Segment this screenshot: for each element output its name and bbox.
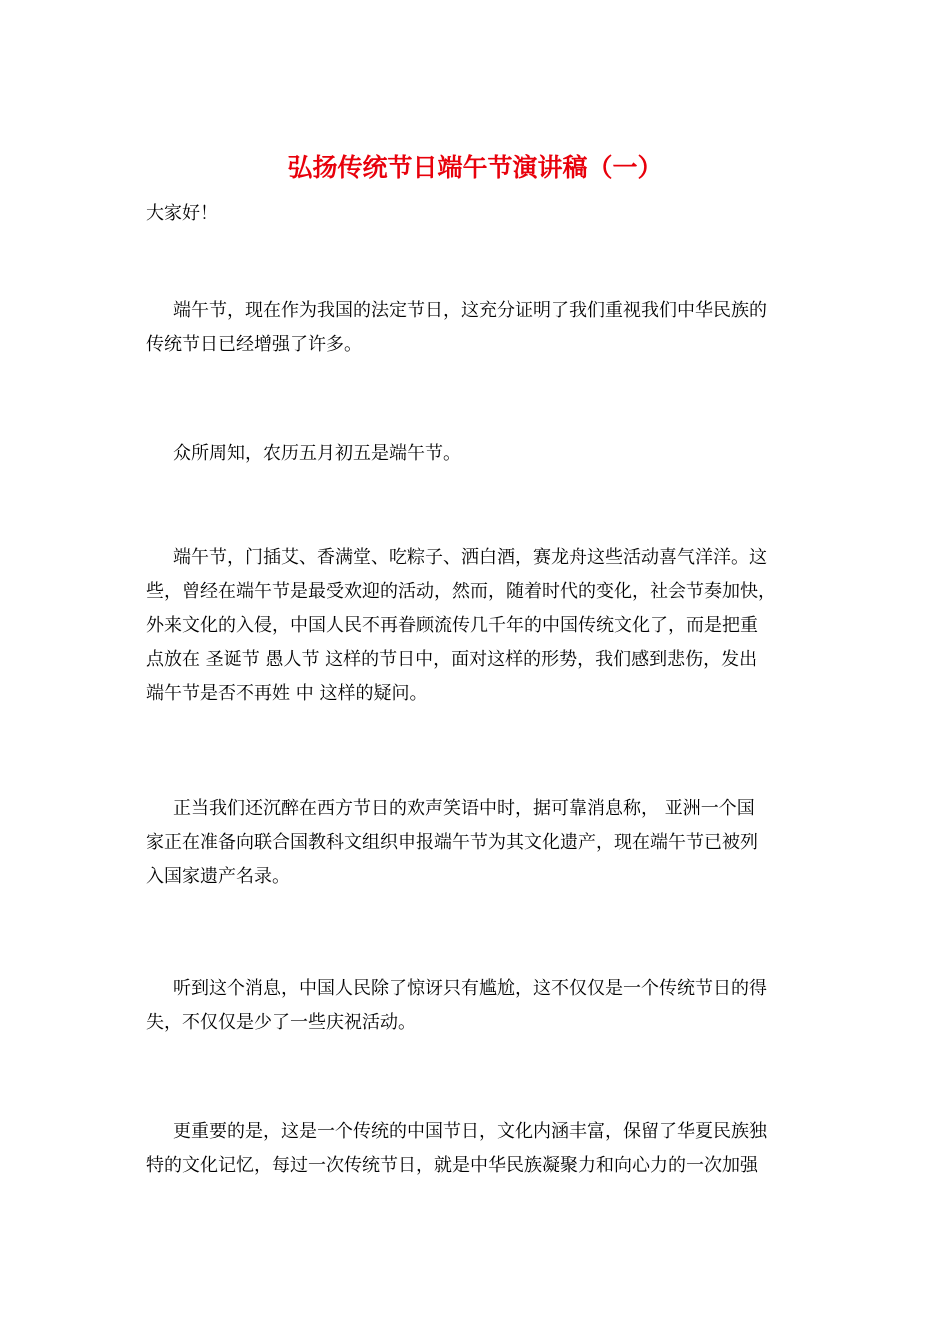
paragraph-line: 端午节，现在作为我国的法定节日，这充分证明了我们重视我们中华民族的 [173, 300, 767, 321]
paragraph-line: 端午节是否不再姓 中 这样的疑问。 [146, 683, 428, 704]
paragraph-5 [146, 972, 806, 1040]
paragraph-line: 众所周知，农历五月初五是端午节。 [173, 443, 461, 464]
paragraph-1 [146, 294, 806, 362]
paragraph-line: 特的文化记忆，每过一次传统节日，就是中华民族凝聚力和向心力的一次加强 [146, 1155, 758, 1176]
paragraph-line: 更重要的是，这是一个传统的中国节日，文化内涵丰富，保留了华夏民族独 [173, 1121, 767, 1142]
greeting-text: 大家好！ [146, 203, 218, 224]
paragraph-line: 些，曾经在端午节是最受欢迎的活动，然而，随着时代的变化，社会节奏加快， [146, 581, 776, 602]
paragraph-line: 正当我们还沉醉在西方节日的欢声笑语中时，据可靠消息称， 亚洲一个国 [173, 798, 755, 819]
paragraph-line: 听到这个消息，中国人民除了惊讶只有尴尬，这不仅仅是一个传统节日的得 [173, 978, 767, 999]
paragraph-line: 传统节日已经增强了许多。 [146, 334, 362, 355]
paragraph-6 [146, 1115, 806, 1183]
paragraph-line: 点放在 圣诞节 愚人节 这样的节日中，面对这样的形势，我们感到悲伤，发出 [146, 649, 758, 670]
document-title: 弘扬传统节日端午节演讲稿（一） [287, 153, 663, 182]
paragraph-2 [146, 437, 806, 471]
paragraph-line: 失，不仅仅是少了一些庆祝活动。 [146, 1012, 416, 1033]
paragraph-4 [146, 792, 806, 894]
paragraph-line: 入国家遗产名录。 [146, 866, 290, 887]
paragraph-line: 端午节，门插艾、香满堂、吃粽子、洒白酒，赛龙舟这些活动喜气洋洋。这 [173, 547, 767, 568]
paragraph-line: 家正在准备向联合国教科文组织申报端午节为其文化遗产，现在端午节已被列 [146, 832, 758, 853]
paragraph-3 [146, 541, 806, 711]
paragraph-line: 外来文化的入侵，中国人民不再眷顾流传几千年的中国传统文化了，而是把重 [146, 615, 758, 636]
